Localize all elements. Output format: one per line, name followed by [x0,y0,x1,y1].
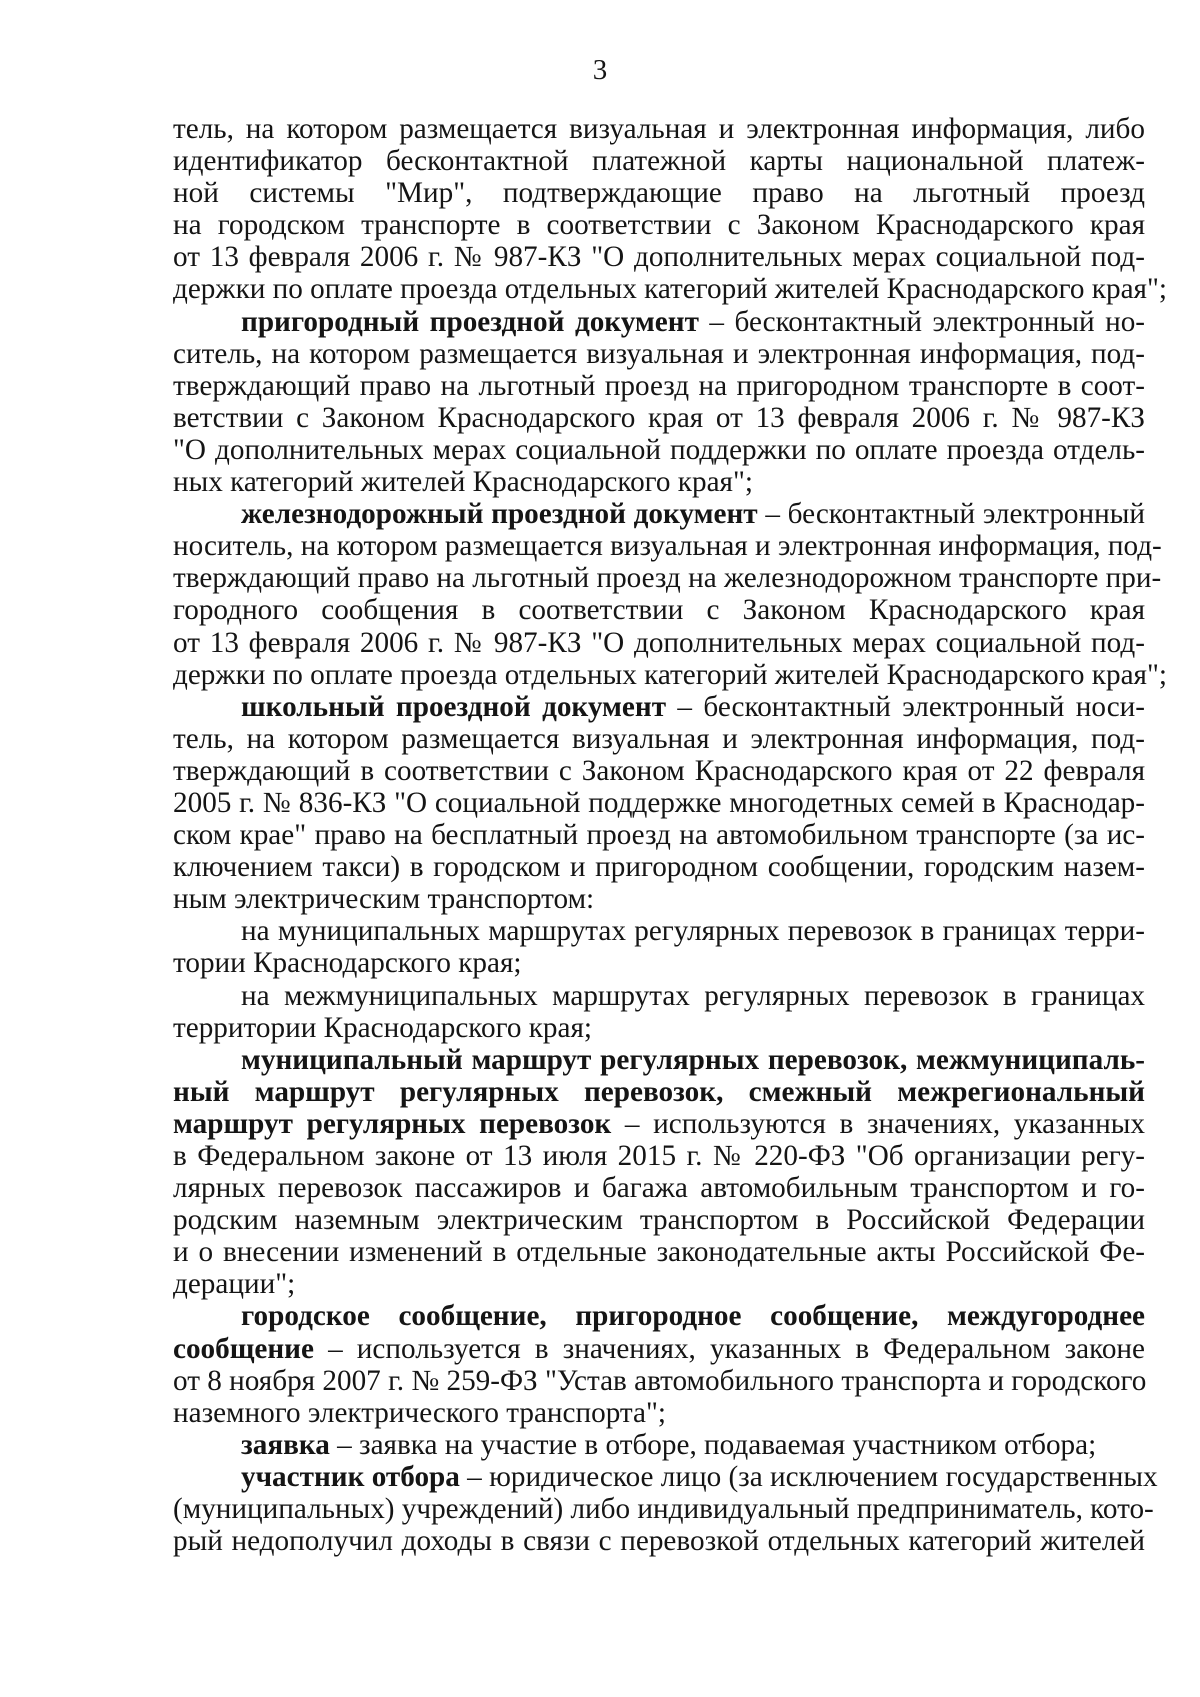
text-segment: ветствии с Законом Краснодарского края от 13 февраля 2006 г. № 987-КЗ [173,401,1145,434]
text-segment: – используется в значениях, указанных в Федеральном законе [313,1332,1145,1365]
text-segment: от 13 февраля 2006 г. № 987-КЗ "О дополнительных мерах социальной под- [173,626,1145,659]
text-line [173,787,1145,819]
text-segment: на межмуниципальных маршрутах регулярных перевозок в границах [241,979,1145,1012]
text-line [173,691,1145,723]
text-line [173,530,1162,563]
text-segment: тель, на котором размещается визуальная и электронная информация, под- [173,722,1145,755]
text-line [173,1012,1145,1044]
text-segment: на муниципальных маршрутах регулярных перевозок в границах терри- [241,915,1145,948]
text-line [173,145,1145,177]
text-segment: идентификатор бесконтактной платежной карты национальной платеж- [173,145,1145,178]
text-line [173,498,1145,530]
text-segment: ным электрическим транспортом: [173,883,595,916]
text-line [173,466,1145,498]
defined-term: пригородный проездной документ [241,305,699,338]
text-line [173,658,1167,691]
text-line [173,723,1145,755]
text-segment: территории Краснодарского края; [173,1011,592,1044]
text-segment: тверждающий право на льготный проезд на железнодорожном транспорте при- [173,562,1162,595]
text-segment: дерации"; [173,1268,296,1301]
text-segment: от 8 ноября 2007 г. № 259-ФЗ "Устав автомобильного транспорта и городского [173,1364,1147,1397]
text-segment: наземного электрического транспорта"; [173,1396,667,1429]
defined-term: сообщение [173,1332,314,1365]
text-line [173,1172,1145,1204]
page-number: 3 [592,54,608,86]
text-segment: родским наземным электрическим транспортом в Российской Федерации [173,1204,1145,1237]
text-line [173,273,1167,306]
defined-term: маршрут регулярных перевозок [173,1107,612,1140]
text-line [173,434,1145,466]
defined-term: ный маршрут регулярных перевозок, смежный межрегиональный [173,1075,1145,1108]
text-line [173,1429,1145,1461]
defined-term: участник отбора [241,1460,460,1493]
text-line [173,819,1145,851]
text-segment: и о внесении изменений в отдельные законодательные акты Российской Фе- [173,1236,1145,1269]
text-segment: тверждающий право на льготный проезд на пригородном транспорте в соот- [173,369,1145,402]
text-segment: – бесконтактный электронный носи- [666,690,1145,723]
text-segment: "О дополнительных мерах социальной поддержки по оплате проезда отдель- [173,433,1145,466]
text-line [173,1300,1145,1332]
text-line [173,1268,1145,1300]
text-line [173,1333,1145,1365]
text-segment: лярных перевозок пассажиров и багажа автомобильным транспортом и го- [173,1172,1145,1205]
text-line [173,1236,1145,1268]
defined-term: школьный проездной документ [241,690,667,723]
text-segment: – бесконтактный электронный но- [698,305,1146,338]
text-segment: от 13 февраля 2006 г. № 987-КЗ "О дополнительных мерах социальной под- [173,241,1145,274]
text-line [173,851,1145,883]
text-segment: ском крае" право на бесплатный проезд на автомобильном транспорте (за ис- [173,819,1145,852]
text-segment: ной системы "Мир", подтверждающие право на льготный проезд [173,177,1145,210]
text-segment: тории Краснодарского края; [173,947,522,980]
text-segment: тель, на котором размещается визуальная и электронная информация, либо [173,113,1145,145]
text-segment: тверждающий в соответствии с Законом Краснодарского края от 22 февраля [173,754,1145,787]
text-line [173,1204,1145,1236]
text-segment: ключением такси) в городском и пригородном сообщении, городским назем- [173,851,1145,884]
text-segment: держки по оплате проезда отдельных категорий жителей Краснодарского края"; [173,273,1167,306]
text-segment: держки по оплате проезда отдельных категорий жителей Краснодарского края"; [173,658,1167,691]
text-line [173,1397,1145,1429]
text-segment: – бесконтактный электронный [757,498,1145,531]
text-line [173,1525,1145,1557]
defined-term: заявка [241,1428,330,1461]
text-segment: (муниципальных) учреждений) либо индивидуальный предприниматель, кото- [173,1493,1154,1526]
text-line [173,947,1145,979]
text-line [173,1076,1145,1108]
text-segment: городного сообщения в соответствии с Законом Краснодарского края [173,594,1145,627]
text-line [173,370,1145,402]
text-segment: носитель, на котором размещается визуальная и электронная информация, под- [173,530,1162,563]
text-segment: – заявка на участие в отборе, подаваемая участником отбора; [329,1428,1097,1461]
body-text [173,113,1167,1558]
text-line [173,402,1145,434]
text-line [173,1044,1145,1076]
text-segment: – используются в значениях, указанных [611,1107,1145,1140]
text-segment: на городском транспорте в соответствии с Законом Краснодарского края [173,209,1145,242]
text-line [173,1493,1154,1526]
defined-term: городское сообщение, пригородное сообщение, междугороднее [241,1300,1145,1333]
text-line [173,1108,1145,1140]
text-line [173,1365,1145,1397]
text-line [173,980,1145,1012]
text-line [173,177,1145,209]
text-line [173,338,1145,370]
text-line [173,209,1145,241]
text-line [173,113,1145,145]
text-segment: рый недополучил доходы в связи с перевозкой отдельных категорий жителей [173,1525,1145,1558]
text-segment: – юридическое лицо (за исключением государственных [459,1460,1158,1493]
text-segment: 2005 г. № 836-КЗ "О социальной поддержке многодетных семей в Краснодар- [173,786,1145,819]
defined-term: муниципальный маршрут регулярных перевозок, межмуниципаль- [241,1043,1145,1076]
text-line [173,627,1145,659]
text-line [173,306,1145,338]
text-line [173,915,1145,947]
defined-term: железнодорожный проездной документ [241,498,758,531]
text-line [173,1460,1158,1493]
text-segment: ситель, на котором размещается визуальная и электронная информация, под- [173,337,1145,370]
text-line [173,755,1145,787]
text-line [173,241,1145,273]
text-line [173,1140,1145,1172]
text-line [173,562,1162,595]
text-segment: ных категорий жителей Краснодарского края"; [173,466,753,499]
text-segment: в Федеральном законе от 13 июля 2015 г. № 220-ФЗ "Об организации регу- [173,1140,1145,1172]
text-line [173,594,1145,626]
text-line [173,883,1145,915]
